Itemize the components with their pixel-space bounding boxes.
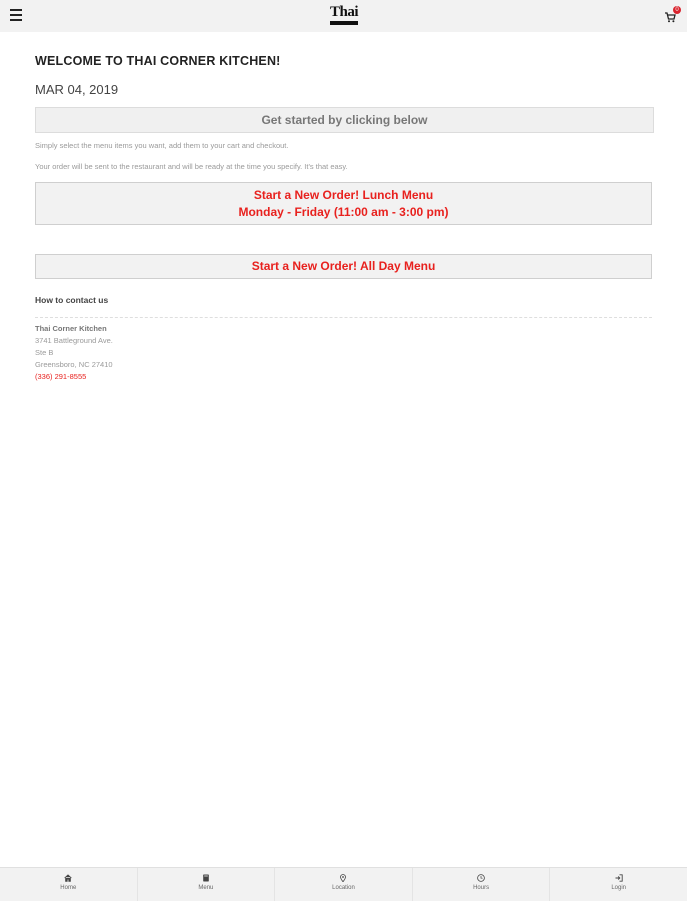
phone-link[interactable]: (336) 291-8555 <box>35 372 87 381</box>
restaurant-name: Thai Corner Kitchen <box>35 324 107 333</box>
tab-hours-label: Hours <box>473 885 490 891</box>
map-pin-icon <box>339 874 347 882</box>
start-lunch-order-button[interactable] <box>35 182 652 225</box>
address-city: Greensboro, NC 27410 <box>35 360 113 369</box>
address-line-2: Ste B <box>35 348 54 357</box>
lunch-button-title: Start a New Order! Lunch Menu <box>253 188 434 202</box>
tab-home-label: Home <box>60 885 77 891</box>
lunch-button-hours: Monday - Friday (11:00 am - 3:00 pm) <box>238 205 449 219</box>
get-started-banner: Get started by clicking below <box>35 107 654 133</box>
welcome-heading: WELCOME TO THAI CORNER KITCHEN! <box>35 54 281 68</box>
start-all-day-order-button[interactable]: Start a New Order! All Day Menu <box>35 254 652 279</box>
home-icon <box>64 874 72 882</box>
login-icon <box>615 874 623 882</box>
restaurant-logo[interactable] <box>320 4 368 28</box>
tab-menu[interactable] <box>138 868 276 901</box>
top-bar <box>0 0 687 32</box>
bottom-nav <box>0 867 687 901</box>
tab-home[interactable] <box>0 868 138 901</box>
tab-login-label: Login <box>611 885 627 891</box>
tab-login[interactable] <box>550 868 687 901</box>
order-date: MAR 04, 2019 <box>35 82 119 97</box>
tab-location[interactable] <box>275 868 413 901</box>
tab-menu-label: Menu <box>198 885 214 891</box>
cart-count-badge: 0 <box>673 6 681 14</box>
address-line-1: 3741 Battleground Ave. <box>35 336 113 345</box>
hamburger-menu-icon[interactable] <box>10 9 22 23</box>
info-text-2: Your order will be sent to the restaurant and will be ready at the time you specify. It's that easy. <box>35 162 348 171</box>
logo-text: Thai <box>329 4 358 20</box>
tab-hours[interactable] <box>413 868 551 901</box>
clock-icon <box>477 874 485 882</box>
info-text-1: Simply select the menu items you want, add them to your cart and checkout. <box>35 141 289 150</box>
tab-location-label: Location <box>332 885 355 891</box>
logo-underline <box>330 21 358 25</box>
contact-divider <box>35 317 652 318</box>
cart-button[interactable] <box>664 7 679 24</box>
book-icon <box>202 874 210 882</box>
contact-heading: How to contact us <box>35 295 109 305</box>
